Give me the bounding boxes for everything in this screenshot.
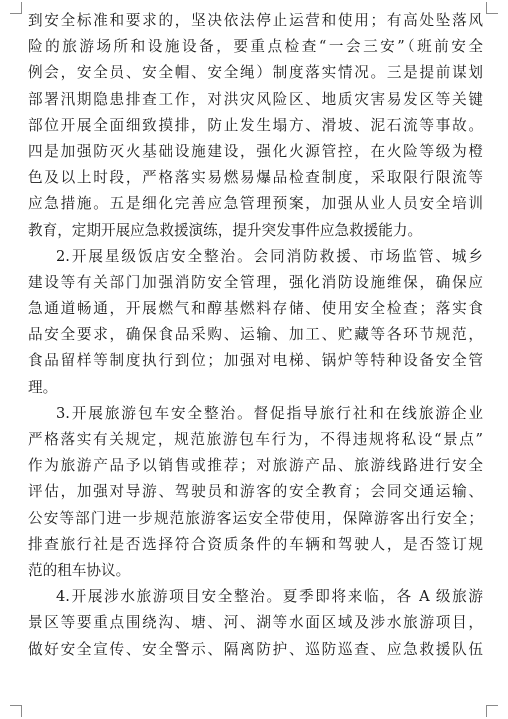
text-line: 部位开展全面细致摸排，防止发生塌方、滑坡、泥石流等事故。 (28, 116, 483, 134)
text-line: 理。 (28, 378, 58, 396)
text-line: 教育，定期开展应急救援演练，提升突发事件应急救援能力。 (28, 221, 423, 239)
document-body (28, 8, 483, 663)
margin-corner-mark-top-left (10, 2, 22, 14)
text-line: 建设等有关部门加强消防安全管理，强化消防设施维保，确保应 (28, 273, 483, 291)
paragraph-hotel-safety (28, 244, 483, 401)
text-line: 品安全要求，确保食品采购、运输、加工、贮藏等各环节规范， (28, 326, 483, 344)
text-line: 应急措施。五是细化完善应急管理预案，加强从业人员安全培训 (28, 195, 483, 213)
text-line: 例会，安全员、安全帽、安全绳）制度落实情况。三是提前谋划 (28, 64, 483, 82)
text-line: 色及以上时段，严格落实易燃易爆品检查制度，采取限行限流等 (28, 169, 483, 187)
text-line: 4.开展涉水旅游项目安全整治。夏季即将来临，各 A 级旅游 (56, 588, 483, 606)
text-line: 3.开展旅游包车安全整治。督促指导旅行社和在线旅游企业 (56, 404, 483, 422)
text-line: 作为旅游产品予以销售或推荐；对旅游产品、旅游线路进行安全 (28, 457, 483, 475)
text-line: 险的旅游场所和设施设备，要重点检查“一会三安”（班前安全 (28, 38, 483, 56)
text-line: 范的租车协议。 (28, 561, 131, 579)
text-line: 2.开展星级饭店安全整治。会同消防救援、市场监管、城乡 (56, 247, 483, 265)
text-line: 急通道畅通，开展燃气和醇基燃料存储、使用安全检查；落实食 (28, 300, 483, 318)
paragraph-hazard-prevention (28, 8, 483, 244)
paragraph-water-tourism-safety (28, 584, 483, 663)
text-line: 部署汛期隐患排查工作，对洪灾风险区、地质灾害易发区等关键 (28, 90, 483, 108)
paragraph-tour-bus-safety (28, 401, 483, 584)
text-line: 做好安全宣传、安全警示、隔离防护、巡防巡查、应急救援队伍 (28, 640, 483, 658)
text-line: 排查旅行社是否选择符合资质条件的车辆和驾驶人，是否签订规 (28, 535, 483, 553)
text-line: 景区等要重点围绕沟、塘、河、湖等水面区域及涉水旅游项目， (28, 614, 483, 632)
text-line: 四是加强防灭火基础设施建设，强化火源管控，在火险等级为橙 (28, 142, 483, 160)
text-line: 到安全标准和要求的，坚决依法停止运营和使用；有高处坠落风 (28, 12, 483, 29)
margin-corner-mark-bottom-left (10, 705, 22, 717)
margin-corner-mark-bottom-right (486, 705, 498, 717)
text-line: 食品留样等制度执行到位；加强对电梯、锅炉等特种设备安全管 (28, 352, 483, 370)
text-line: 评估，加强对导游、驾驶员和游客的安全教育；会同交通运输、 (28, 483, 483, 501)
text-line: 公安等部门进一步规范旅游客运安全带使用，保障游客出行安全； (28, 509, 483, 527)
text-line: 严格落实有关规定，规范旅游包车行为，不得违规将私设“景点” (28, 431, 483, 448)
margin-corner-mark-top-right (486, 2, 498, 14)
